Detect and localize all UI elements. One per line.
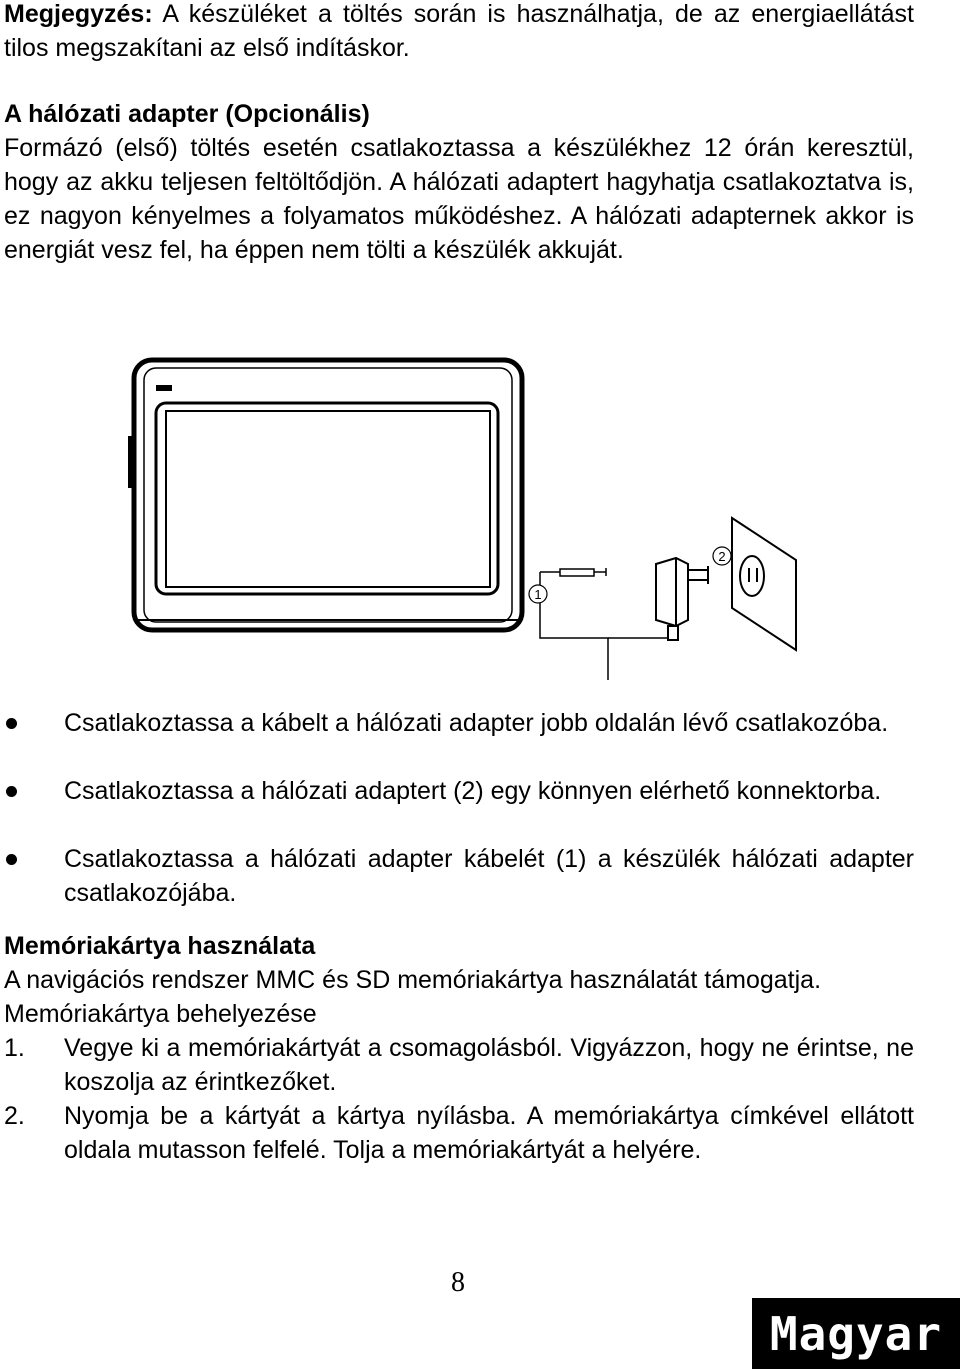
callout-1-label: 1: [534, 587, 542, 602]
bullet-marker: [6, 786, 17, 797]
bullet-item: [4, 774, 914, 808]
bullet-text: Csatlakoztassa a hálózati adaptert (2) egy könnyen elérhető konnektorba.: [64, 777, 882, 805]
step-number: 1.: [4, 1034, 25, 1062]
bullet-marker: [6, 854, 17, 865]
navigation-device-illustration: [128, 360, 522, 630]
note-label: Megjegyzés:: [4, 0, 153, 28]
language-label: Magyar: [769, 1306, 943, 1361]
step-text: Vegye ki a memóriakártyát a csomagolásból. Vigyázzon, hogy ne érintse, ne koszolja az érintkezőket.: [64, 1034, 914, 1096]
adapter-section-title: A hálózati adapter (Opcionális): [4, 100, 370, 128]
note-text: A készüléket a töltés során is használhatja, de az energiaellátást tilos megszakítani az első indításkor.: [4, 0, 914, 62]
bullet-item: [4, 842, 914, 910]
numbered-step: [4, 1099, 914, 1167]
bullet-text: Csatlakoztassa a hálózati adapter kábelét (1) a készülék hálózati adapter csatlakozójába.: [64, 845, 914, 907]
bullet-item: [4, 706, 914, 740]
step-text: Nyomja be a kártyát a kártya nyílásba. A memóriakártya címkével ellátott oldala mutasson felfelé. Tolja a memóriakártyát a helyére.: [64, 1102, 914, 1164]
language-badge: [752, 1298, 960, 1369]
bullet-marker: [6, 718, 17, 729]
adapter-section-paragraph: Formázó (első) töltés esetén csatlakoztassa a készülékhez 12 órán keresztül, hogy az akku teljesen feltöltődjön. A hálózati adaptert hagyhatja csatlakoztatva is, ez nagyon kényelmes a folyamatos működéshez. A hálózati adapternek akkor is energiát vesz fel, ha éppen nem tölti a készülék akkuját.: [4, 134, 914, 264]
wall-socket-illustration: [732, 518, 796, 650]
callout-2-label: 2: [718, 549, 726, 564]
memory-section-subtitle: Memóriakártya behelyezése: [4, 1000, 317, 1028]
note-paragraph: [4, 0, 914, 65]
adapter-connection-figure: [120, 350, 800, 680]
memory-section-intro: A navigációs rendszer MMC és SD memóriakártya használatát támogatja.: [4, 966, 822, 994]
power-adapter-illustration: [656, 558, 708, 640]
page-number: 8: [451, 1267, 465, 1298]
callout-1: [529, 585, 547, 603]
callout-2: [713, 547, 731, 565]
bullet-text: Csatlakoztassa a kábelt a hálózati adapter jobb oldalán lévő csatlakozóba.: [64, 709, 889, 737]
numbered-step: [4, 1031, 914, 1099]
step-number: 2.: [4, 1102, 25, 1130]
memory-section-title: Memóriakártya használata: [4, 932, 316, 960]
